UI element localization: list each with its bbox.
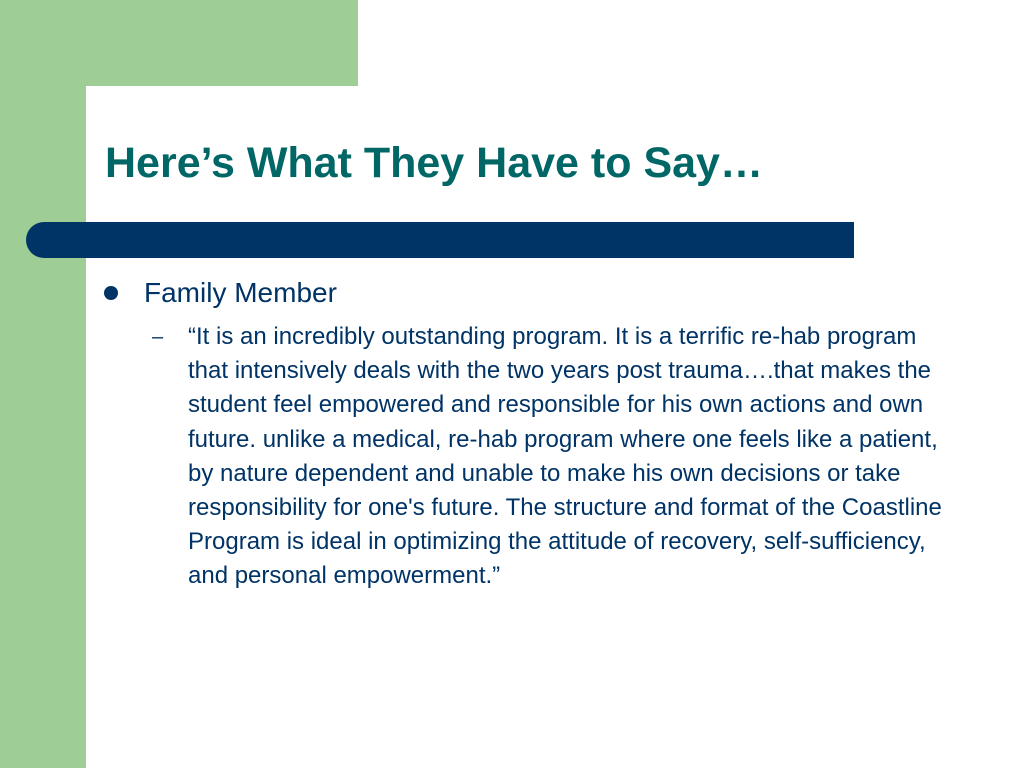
quote-text: “It is an incredibly outstanding program. It is a terrific re-hab program that intensively deals with the two years post trauma….that makes the student feel empowered and responsible for his own actions and own future. unlike a medical, re-hab program where one feels like a patient, by nature dependent and unable to make his own decisions or take responsibility for one's future. The structure and format of the Coastline Program is ideal in optimizing the attitude of recovery, self-sufficiency, and personal empowerment.” [188, 323, 942, 590]
title-underline-bar [26, 222, 854, 258]
sub-bullet-item [152, 320, 952, 594]
decorative-green-band-left [0, 0, 86, 768]
bullet-label: Family Member [144, 277, 337, 308]
slide-title: Here’s What They Have to Say… [105, 139, 763, 187]
bullet-dot-icon [104, 286, 118, 300]
decorative-green-band-top [0, 0, 358, 86]
bullet-item [104, 274, 337, 312]
dash-icon: – [152, 326, 164, 348]
